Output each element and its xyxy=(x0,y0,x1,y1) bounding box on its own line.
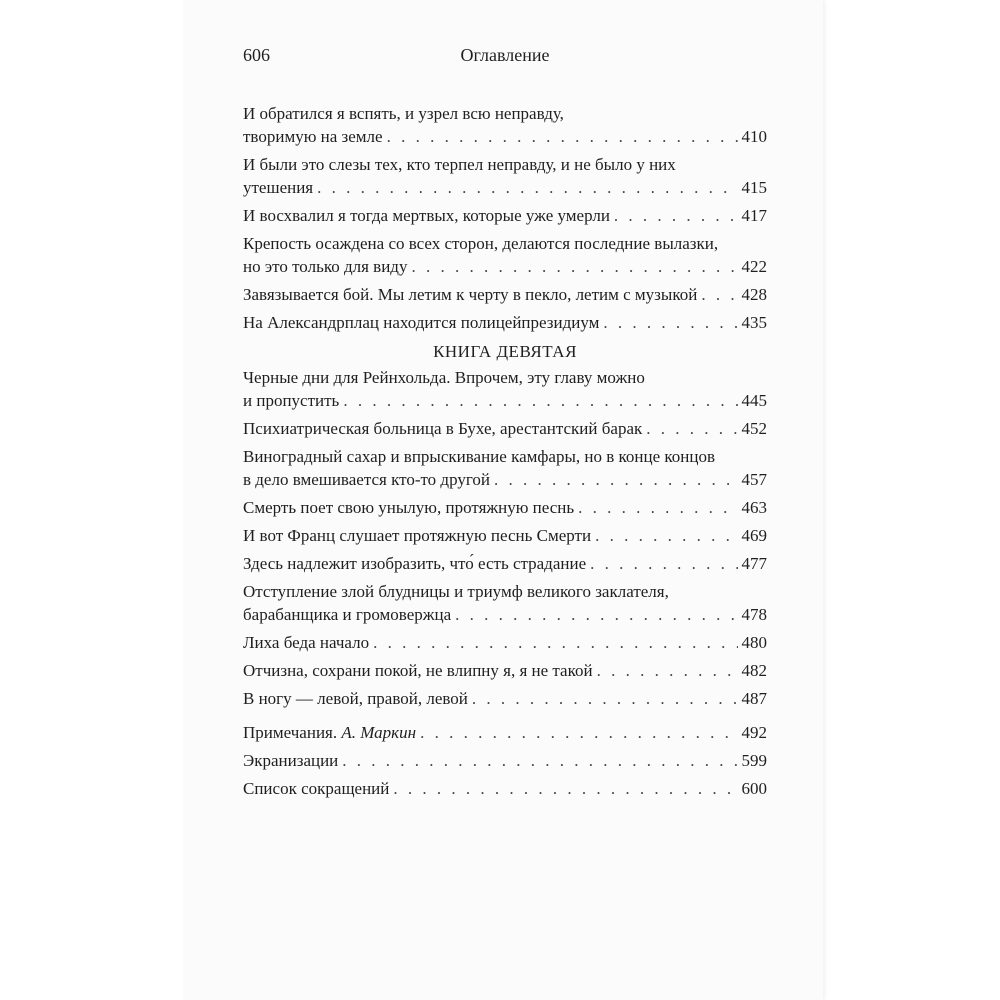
page-header xyxy=(243,45,767,69)
toc-entry[interactable] xyxy=(243,204,767,227)
toc-entry-title: и пропустить xyxy=(243,391,340,410)
toc-entry-title: Примечания. А. Маркин xyxy=(243,723,417,742)
toc-group-book-eight-end xyxy=(243,102,767,334)
toc-entry[interactable] xyxy=(243,580,767,626)
toc-entry[interactable] xyxy=(243,153,767,199)
toc-entry-page: 410 xyxy=(741,127,767,146)
leader-dots xyxy=(342,749,737,772)
toc-entry-title: В ногу — левой, правой, левой xyxy=(243,689,468,708)
toc-entry[interactable] xyxy=(243,552,767,575)
toc-entry-page: 463 xyxy=(741,498,767,517)
toc-entry[interactable] xyxy=(243,417,767,440)
toc-entry-title: Психиатрическая больница в Бухе, арестантский барак xyxy=(243,419,643,438)
toc-entry-page: 469 xyxy=(741,526,767,545)
toc-entry-title: Смерть поет свою унылую, протяжную песнь xyxy=(243,498,575,517)
toc-entry-page: 478 xyxy=(741,605,767,624)
toc-entry-title: И восхвалил я тогда мертвых, которые уже умерли xyxy=(243,206,610,225)
leader-dots xyxy=(343,389,737,412)
notes-author: А. Маркин xyxy=(341,723,417,742)
toc-entry-title: Здесь надлежит изобразить, что́ есть страдание xyxy=(243,554,587,573)
toc-entry-page: 415 xyxy=(741,178,767,197)
toc-entry-title-line1: Виноградный сахар и впрыскивание камфары, но в конце концов xyxy=(243,447,715,466)
toc-entry-title: но это только для виду xyxy=(243,257,408,276)
toc-entry-title: На Александрплац находится полицейпрезидиум xyxy=(243,313,600,332)
toc-entry[interactable] xyxy=(243,283,767,306)
toc-entry-notes[interactable] xyxy=(243,721,767,744)
toc-entry-title-line1: Черные дни для Рейнхольда. Впрочем, эту главу можно xyxy=(243,368,645,387)
toc-entry-title: Завязывается бой. Мы летим к черту в пекло, летим с музыкой xyxy=(243,285,698,304)
toc-entry-title: барабанщика и громовержца xyxy=(243,605,452,624)
toc-entry-title-line1: И были это слезы тех, кто терпел неправду, и не было у них xyxy=(243,155,676,174)
toc-entry-page: 487 xyxy=(741,689,767,708)
toc-entry-title-line1: И обратился я вспять, и узрел всю неправду, xyxy=(243,104,564,123)
leader-dots xyxy=(494,468,737,491)
toc-entry[interactable] xyxy=(243,659,767,682)
toc-entry-page: 600 xyxy=(741,779,767,798)
toc-entry-page: 417 xyxy=(741,206,767,225)
book-title: КНИГА ДЕВЯТАЯ xyxy=(433,342,577,361)
leader-dots xyxy=(455,603,737,626)
toc-entry[interactable] xyxy=(243,311,767,334)
leader-dots xyxy=(597,659,738,682)
toc-entry-page: 428 xyxy=(741,285,767,304)
toc-entry-title: Лиха беда начало xyxy=(243,633,370,652)
toc-entry[interactable] xyxy=(243,445,767,491)
toc-entry-page: 599 xyxy=(741,751,767,770)
leader-dots xyxy=(646,417,737,440)
toc-entry-title: Список сокращений xyxy=(243,779,390,798)
leader-dots xyxy=(595,524,737,547)
toc-entry[interactable] xyxy=(243,102,767,148)
toc-entry-page: 422 xyxy=(741,257,767,276)
leader-dots xyxy=(387,125,738,148)
leader-dots xyxy=(701,283,737,306)
toc-entry-adaptations[interactable] xyxy=(243,749,767,772)
leader-dots xyxy=(411,255,737,278)
toc-entry-page: 445 xyxy=(741,391,767,410)
toc-entry-abbreviations[interactable] xyxy=(243,777,767,800)
leader-dots xyxy=(614,204,738,227)
toc-entry-title-line1: Крепость осаждена со всех сторон, делаются последние вылазки, xyxy=(243,234,719,253)
toc-entry-title: И вот Франц слушает протяжную песнь Смерти xyxy=(243,526,592,545)
toc-entry[interactable] xyxy=(243,366,767,412)
toc-entry-title: Экранизации xyxy=(243,751,339,770)
toc-entry-title: утешения xyxy=(243,178,314,197)
toc-entry-page: 482 xyxy=(741,661,767,680)
toc-entry-title: в дело вмешивается кто-то другой xyxy=(243,470,491,489)
toc-entry-page: 435 xyxy=(741,313,767,332)
leader-dots xyxy=(603,311,737,334)
toc-entry-title: творимую на земле xyxy=(243,127,383,146)
page-number: 606 xyxy=(243,45,270,65)
table-of-contents xyxy=(243,102,767,805)
leader-dots xyxy=(590,552,737,575)
toc-entry[interactable] xyxy=(243,687,767,710)
toc-entry-page: 477 xyxy=(741,554,767,573)
toc-entry-title: Отчизна, сохрани покой, не влипну я, я не такой xyxy=(243,661,593,680)
toc-entry[interactable] xyxy=(243,524,767,547)
toc-entry-title-line1: Отступление злой блудницы и триумф великого заклателя, xyxy=(243,582,669,601)
leader-dots xyxy=(420,721,737,744)
leader-dots xyxy=(393,777,737,800)
toc-entry[interactable] xyxy=(243,631,767,654)
leader-dots xyxy=(373,631,737,654)
toc-entry-page: 480 xyxy=(741,633,767,652)
toc-entry-page: 452 xyxy=(741,419,767,438)
toc-entry[interactable] xyxy=(243,232,767,278)
leader-dots xyxy=(578,496,737,519)
toc-entry-page: 457 xyxy=(741,470,767,489)
leader-dots xyxy=(472,687,738,710)
leader-dots xyxy=(317,176,737,199)
toc-entry-page: 492 xyxy=(741,723,767,742)
running-title: Оглавление xyxy=(460,45,550,65)
toc-group-book-nine xyxy=(243,366,767,710)
toc-entry[interactable] xyxy=(243,496,767,519)
